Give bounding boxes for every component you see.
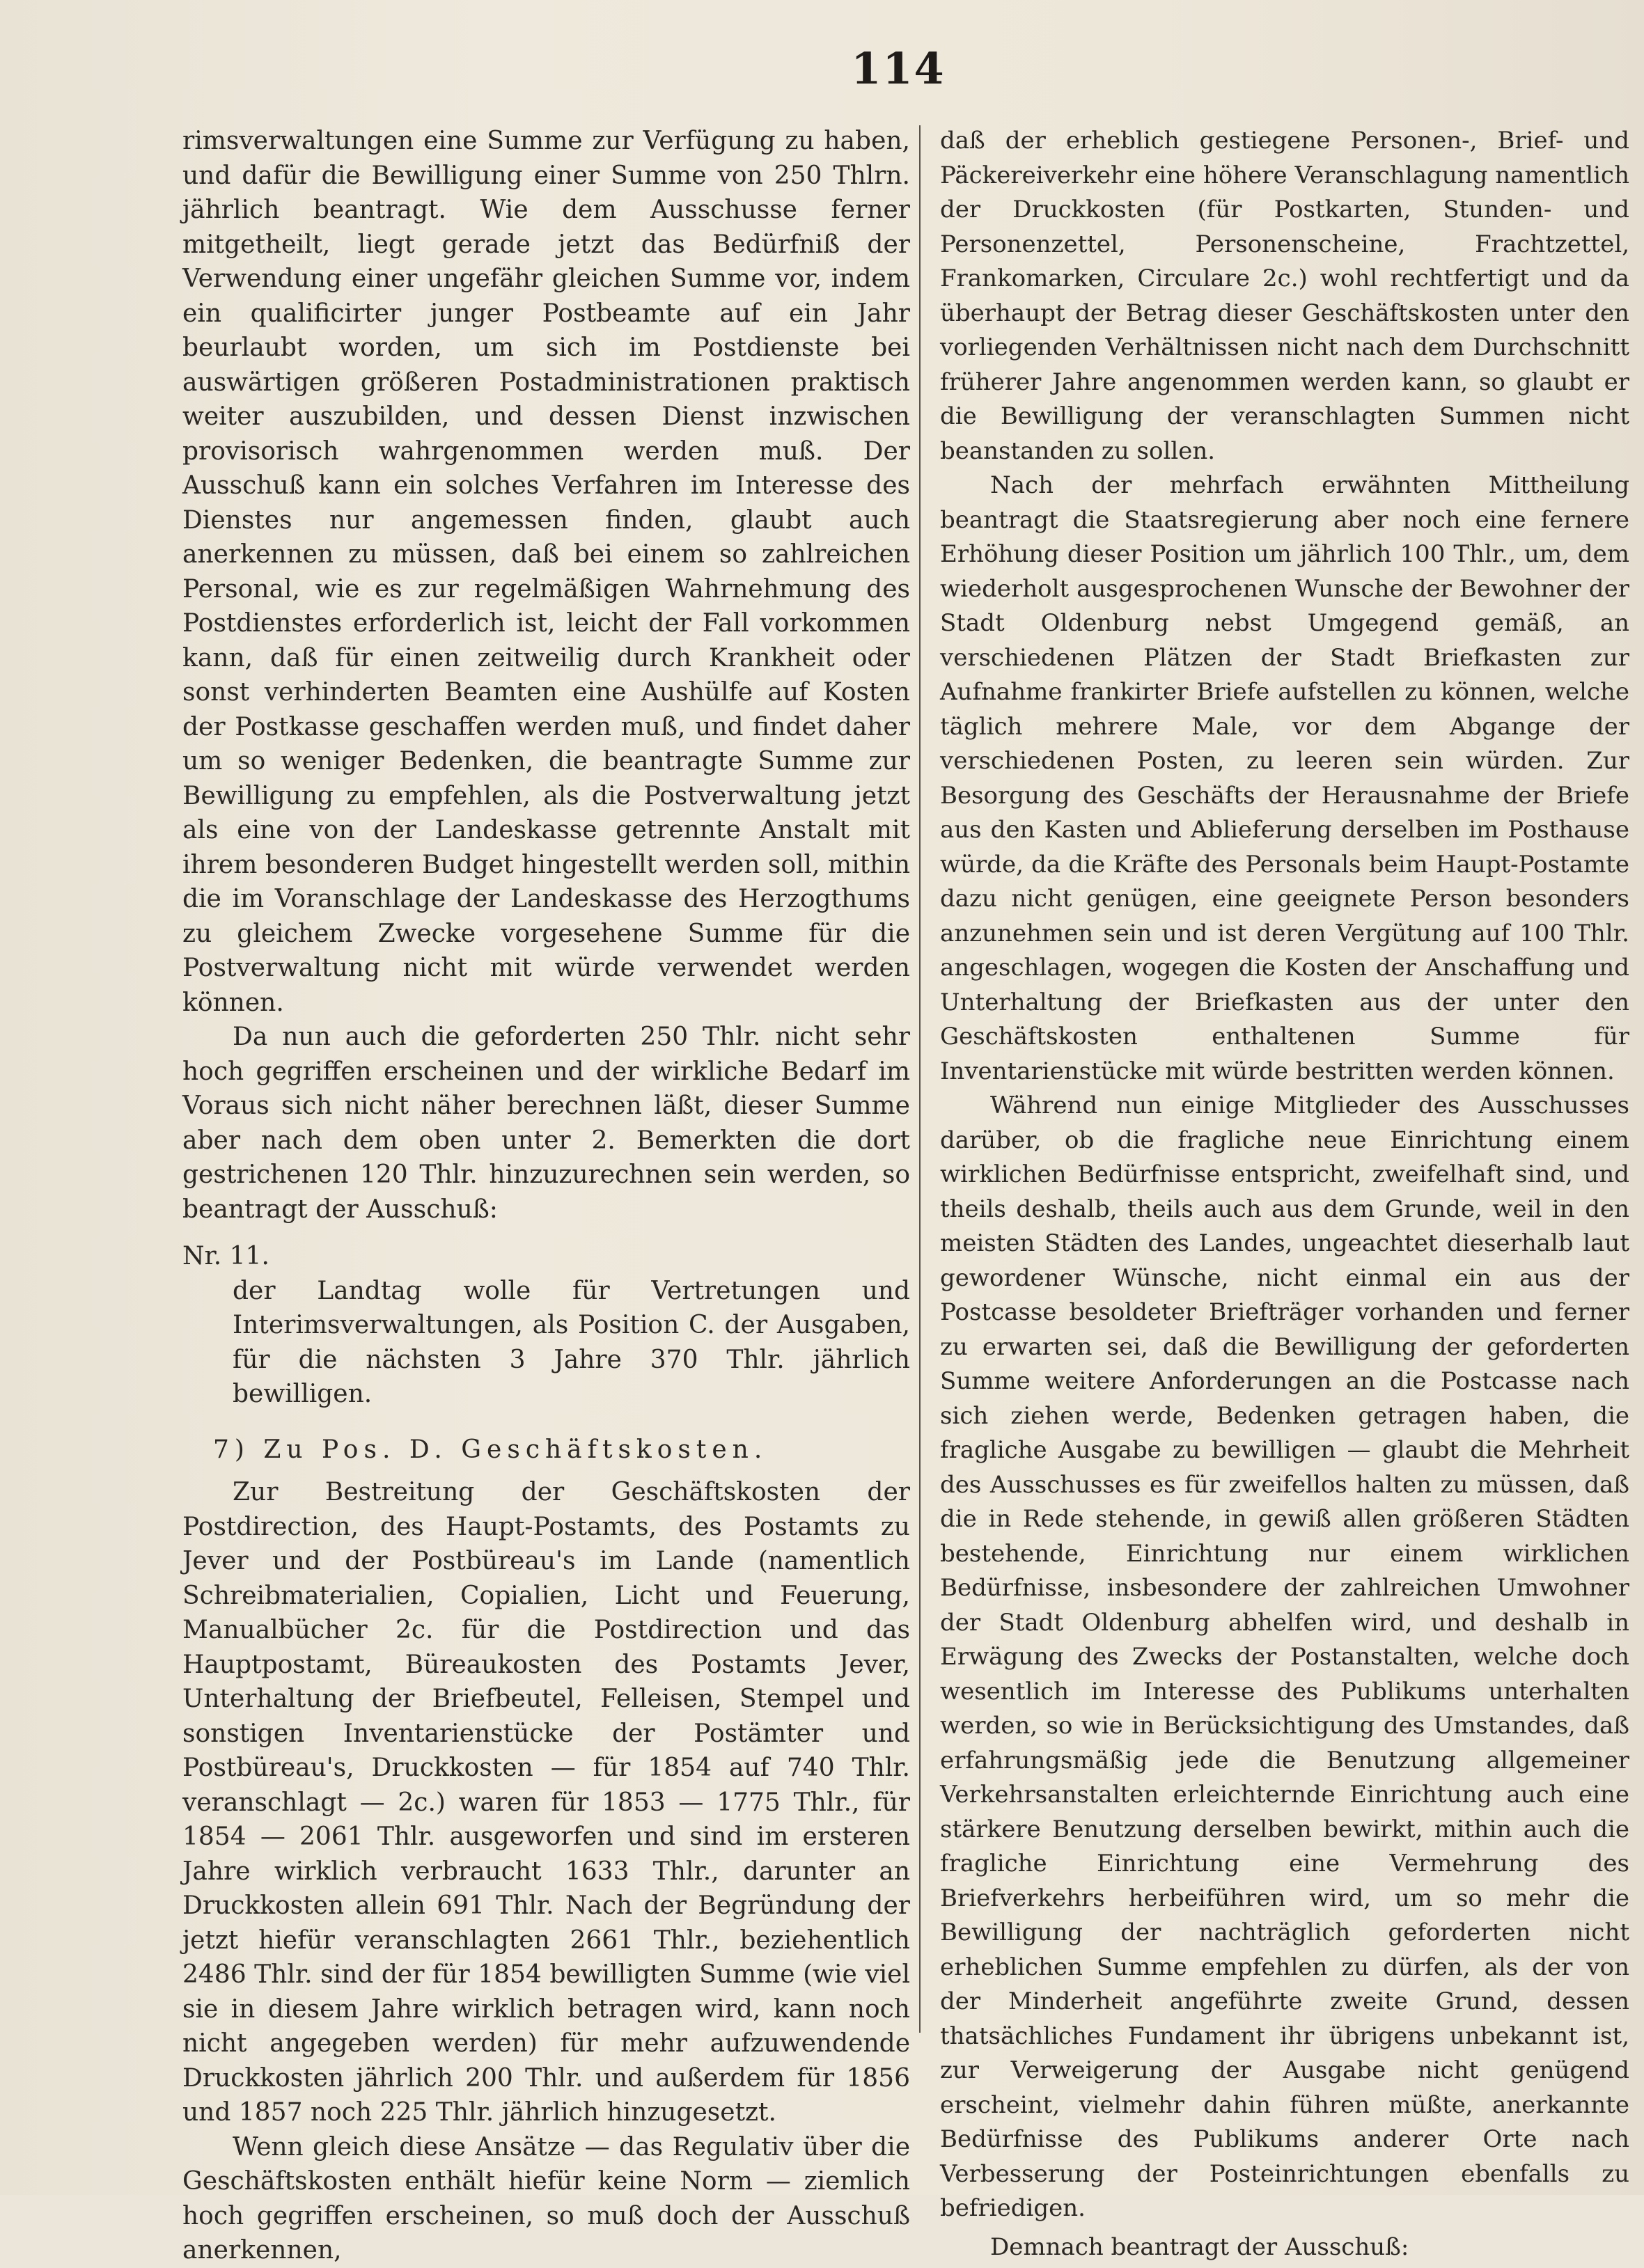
left-paragraph-4: Wenn gleich diese Ansätze — das Regulativ über die Geschäftskosten enthält hiefür keine Norm — ziemlich hoch gegriffen erscheinen, so muß doch der Ausschuß anerkennen, xyxy=(182,2132,910,2265)
resolution-text: der Landtag wolle für Vertretungen und Interimsverwaltungen, als Position C. der Ausgaben, für die nächsten 3 Jahre 370 Thlr. jährlich bewilligen. xyxy=(233,1276,910,1408)
resolution-block xyxy=(182,1239,910,1412)
left-paragraph-2: Da nun auch die geforderten 250 Thlr. nicht sehr hoch gegriffen erscheinen und der wirkliche Bedarf im Voraus sich nicht näher berechnen läßt, dieser Summe aber nach dem oben unter 2. Bemerkten die dort gestrichenen 120 Thlr. hinzuzurechnen sein werden, so beantragt der Ausschuß: xyxy=(182,1023,910,1224)
left-column xyxy=(182,124,910,2268)
right-paragraph-3: Während nun einige Mitglieder des Ausschusses darüber, ob die fragliche neue Einrichtung einem wirklichen Bedürfnisse entspricht, zweifelhaft sind, und theils deshalb, theils auch aus dem Grunde, weil in den meisten Städten des Landes, ungeachtet dieserhalb laut gewordener Wünsche, nicht einmal ein aus der Postcasse besoldeter Briefträger vorhanden und ferner zu erwarten sei, daß die Bewilligung der geforderten Summe weitere Anforderungen an die Postcasse nach sich ziehen werde, Bedenken getragen haben, die fragliche Ausgabe zu bewilligen — glaubt die Mehrheit des Ausschusses es für zweifellos halten zu müssen, daß die in Rede stehende, in gewiß allen größeren Städten bestehende, Einrichtung nur einem wirklichen Bedürfnisse, insbesondere der zahlreichen Umwohner der Stadt Oldenburg abhelfen wird, und deshalb in Erwägung des Zwecks der Postanstalten, welche doch wesentlich im Interesse des Publikums unterhalten werden, so wie in Berücksichtigung des Umstandes, daß erfahrungsmäßig jede die Benutzung allgemeiner Verkehrsanstalten erleichternde Einrichtung auch eine stärkere Benutzung derselben bewirkt, mithin auch die fragliche Einrichtung eine Vermehrung des Briefverkehrs herbeiführen wird, um so mehr die Bewilligung der nachträglich geforderten nicht erheblichen Summe empfehlen zu dürfen, als der von der Minderheit angeführte zweite Grund, dessen thatsächliches Fundament ihr übrigens unbekannt ist, zur Verweigerung der Ausgabe nicht genügend erscheint, vielmehr dahin führen müßte, anerkannte Bedürfnisse des Publikums anderer Orte nach Verbesserung der Posteinrichtungen ebenfalls zu befriedigen. xyxy=(940,1092,1629,2222)
right-paragraph-1: daß der erheblich gestiegene Personen-, Brief- und Päckereiverkehr eine höhere Veranschlagung namentlich der Druckkosten (für Postkarten, Stunden- und Personenzettel, Personenscheine, Frachtzettel, Frankomarken, Circulare 2c.) wohl rechtfertigt und da überhaupt der Betrag dieser Geschäftskosten unter den vorliegenden Verhältnissen nicht nach dem Durchschnitt früherer Jahre angenommen werden kann, so glaubt er die Bewilligung der veranschlagten Summen nicht beanstanden zu sollen. xyxy=(940,127,1629,465)
right-paragraph-2: Nach der mehrfach erwähnten Mittheilung beantragt die Staatsregierung aber noch eine fernere Erhöhung dieser Position um jährlich 100 Thlr., um, dem wiederholt ausgesprochenen Wunsche der Bewohner der Stadt Oldenburg nebst Umgegend gemäß, an verschiedenen Plätzen der Stadt Briefkasten zur Aufnahme frankirter Briefe aufstellen zu können, welche täglich mehrere Male, vor dem Abgange der verschiedenen Posten, zu leeren sein würden. Zur Besorgung des Geschäfts der Herausnahme der Briefe aus den Kasten und Ablieferung derselben im Posthause würde, da die Kräfte des Personals beim Haupt-Postamte dazu nicht genügen, eine geeignete Person besonders anzunehmen sein und ist deren Vergütung auf 100 Thlr. angeschlagen, wogegen die Kosten der Anschaffung und Unterhaltung der Briefkasten aus der unter den Geschäftskosten enthaltenen Summe für Inventarienstücke mit würde bestritten werden können. xyxy=(940,471,1629,1085)
left-paragraph-1: rimsverwaltungen eine Summe zur Verfügung zu haben, und dafür die Bewilligung einer Summe von 250 Thlrn. jährlich beantragt. Wie dem Ausschusse ferner mitgetheilt, liegt gerade jetzt das Bedürfniß der Verwendung einer ungefähr gleichen Summe vor, indem ein qualificirter junger Postbeamte auf ein Jahr beurlaubt worden, um sich im Postdienste bei auswärtigen größeren Postadministrationen praktisch weiter auszubilden, und dessen Dienst inzwischen provisorisch wahrgenommen werden muß. Der Ausschuß kann ein solches Verfahren im Interesse des Dienstes nur angemessen finden, glaubt auch anerkennen zu müssen, daß bei einem so zahlreichen Personal, wie es zur regelmäßigen Wahrnehmung des Postdienstes erforderlich ist, leicht der Fall vorkommen kann, daß für einen zeitweilig durch Krankheit oder sonst verhinderten Beamten eine Aushülfe auf Kosten der Postkasse geschaffen werden muß, und findet daher um so weniger Bedenken, die beantragte Summe zur Bewilligung zu empfehlen, als die Postverwaltung jetzt als eine von der Landeskasse getrennte Anstalt mit ihrem besonderen Budget hingestellt werden soll, mithin die im Voranschlage der Landeskasse des Herzogthums zu gleichem Zwecke vorgesehene Summe für die Postverwaltung nicht mit würde verwendet werden können. xyxy=(182,127,910,1017)
section-heading: 7) Zu Pos. D. Geschäftskosten. xyxy=(213,1435,768,1464)
right-column xyxy=(940,124,1629,2265)
column-divider xyxy=(919,125,921,2033)
right-paragraph-4: Demnach beantragt der Ausschuß: xyxy=(990,2232,1409,2261)
left-paragraph-3: Zur Bestreitung der Geschäftskosten der Postdirection, des Haupt-Postamts, des Postamts zu Jever und der Postbüreau's im Lande (namentlich Schreibmaterialien, Copialien, Licht und Feuerung, Manualbücher 2c. für die Postdirection und das Hauptpostamt, Büreaukosten des Postamts Jever, Unterhaltung der Briefbeutel, Felleisen, Stempel und sonstigen Inventarienstücke der Postämter und Postbüreau's, Druckkosten — für 1854 auf 740 Thlr. veranschlagt — 2c.) waren für 1853 — 1775 Thlr., für 1854 — 2061 Thlr. ausgeworfen und sind im ersteren Jahre wirklich verbraucht 1633 Thlr., darunter an Druckkosten allein 691 Thlr. Nach der Begründung der jetzt hiefür veranschlagten 2661 Thlr., beziehentlich 2486 Thlr. sind der für 1854 bewilligten Summe (wie viel sie in diesem Jahre wirklich betragen wird, kann noch nicht angegeben werden) für mehr aufzuwendende Druckkosten jährlich 200 Thlr. und außerdem für 1856 und 1857 noch 225 Thlr. jährlich hinzugesetzt. xyxy=(182,1478,910,2127)
page-number: 114 xyxy=(851,43,946,94)
resolution-number: Nr. 11. xyxy=(182,1242,269,1270)
